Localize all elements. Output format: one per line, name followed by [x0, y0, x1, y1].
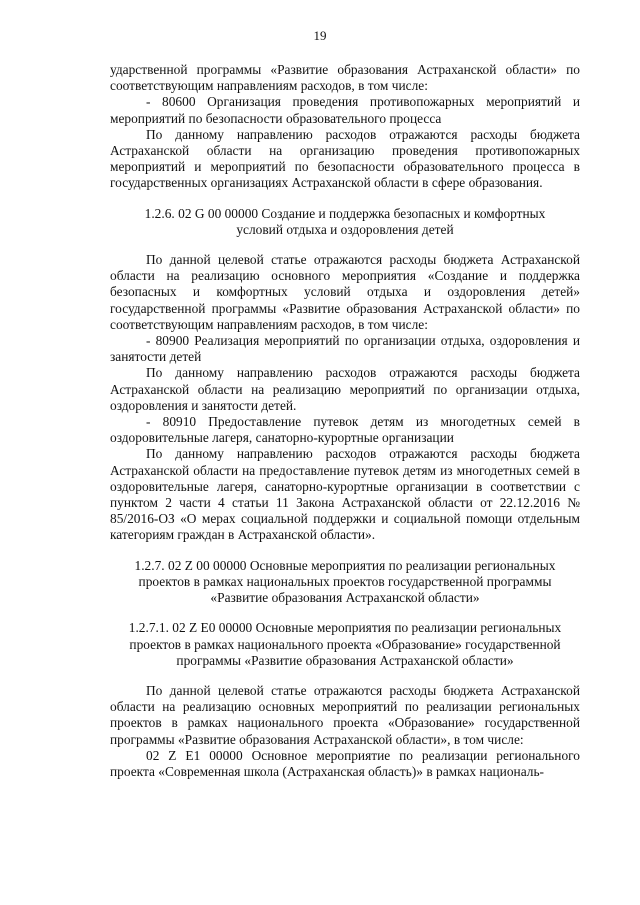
paragraph: - 80910 Предоставление путевок детям из многодетных семей в оздоровительные лагеря, санаторно-курортные организации: [110, 414, 580, 446]
paragraph: - 80900 Реализация мероприятий по организации отдыха, оздоровления и занятости детей: [110, 333, 580, 365]
paragraph: - 80600 Организация проведения противопожарных мероприятий и мероприятий по безопасности образовательного процесса: [110, 94, 580, 126]
section-heading: 1.2.7.1. 02 Z E0 00000 Основные мероприятия по реализации региональных проектов в рамках национального проекта «Образование» государственной программы «Развитие образования Астраханской области»: [128, 620, 562, 668]
section-heading: 1.2.6. 02 G 00 00000 Создание и поддержка безопасных и комфортных условий отдыха и оздоровления детей: [144, 205, 546, 237]
paragraph: По данному направлению расходов отражаются расходы бюджета Астраханской области на организацию проведения противопожарных мероприятий и мероприятий по безопасности образовательного процесса в государственных организациях Астраханской области в сфере образования.: [110, 126, 580, 191]
page-number: 19: [313, 28, 327, 43]
paragraph: По данному направлению расходов отражаются расходы бюджета Астраханской области на реализацию мероприятий по организации отдыха, оздоровления и занятости детей.: [110, 365, 580, 413]
paragraph: По данному направлению расходов отражаются расходы бюджета Астраханской области на предоставление путевок детям из многодетных семей в оздоровительные лагеря, санаторно-курортные организации в соответствии с пунктом 2 части 4 статьи 11 Закона Астраханской области от 22.12.2016 № 85/2016-ОЗ «О мерах социальной поддержки и социальной помощи отдельным категориям граждан в Астраханской области».: [110, 446, 580, 543]
section-heading: 1.2.7. 02 Z 00 00000 Основные мероприятия по реализации региональных проектов в рамках национальных проектов государственной программы «Развитие образования Астраханской области»: [134, 557, 556, 606]
document-body: [110, 62, 580, 780]
paragraph: ударственной программы «Развитие образования Астраханской области» по соответствующим направлениям расходов, в том числе:: [110, 62, 580, 94]
paragraph: По данной целевой статье отражаются расходы бюджета Астраханской области на реализацию основных мероприятий по реализации региональных проектов в рамках национального проекта «Образование» государственной программы «Развитие образования Астраханской области», в том числе:: [110, 682, 580, 747]
paragraph: 02 Z E1 00000 Основное мероприятие по реализации регионального проекта «Современная школа (Астраханская область)» в рамках националь-: [110, 747, 580, 779]
paragraph: По данной целевой статье отражаются расходы бюджета Астраханской области на реализацию основного мероприятия «Создание и поддержка безопасных и комфортных условий отдыха и оздоровления детей» государственной программы «Развитие образования Астраханской области» по соответствующим направлениям расходов, в том числе:: [110, 252, 580, 332]
